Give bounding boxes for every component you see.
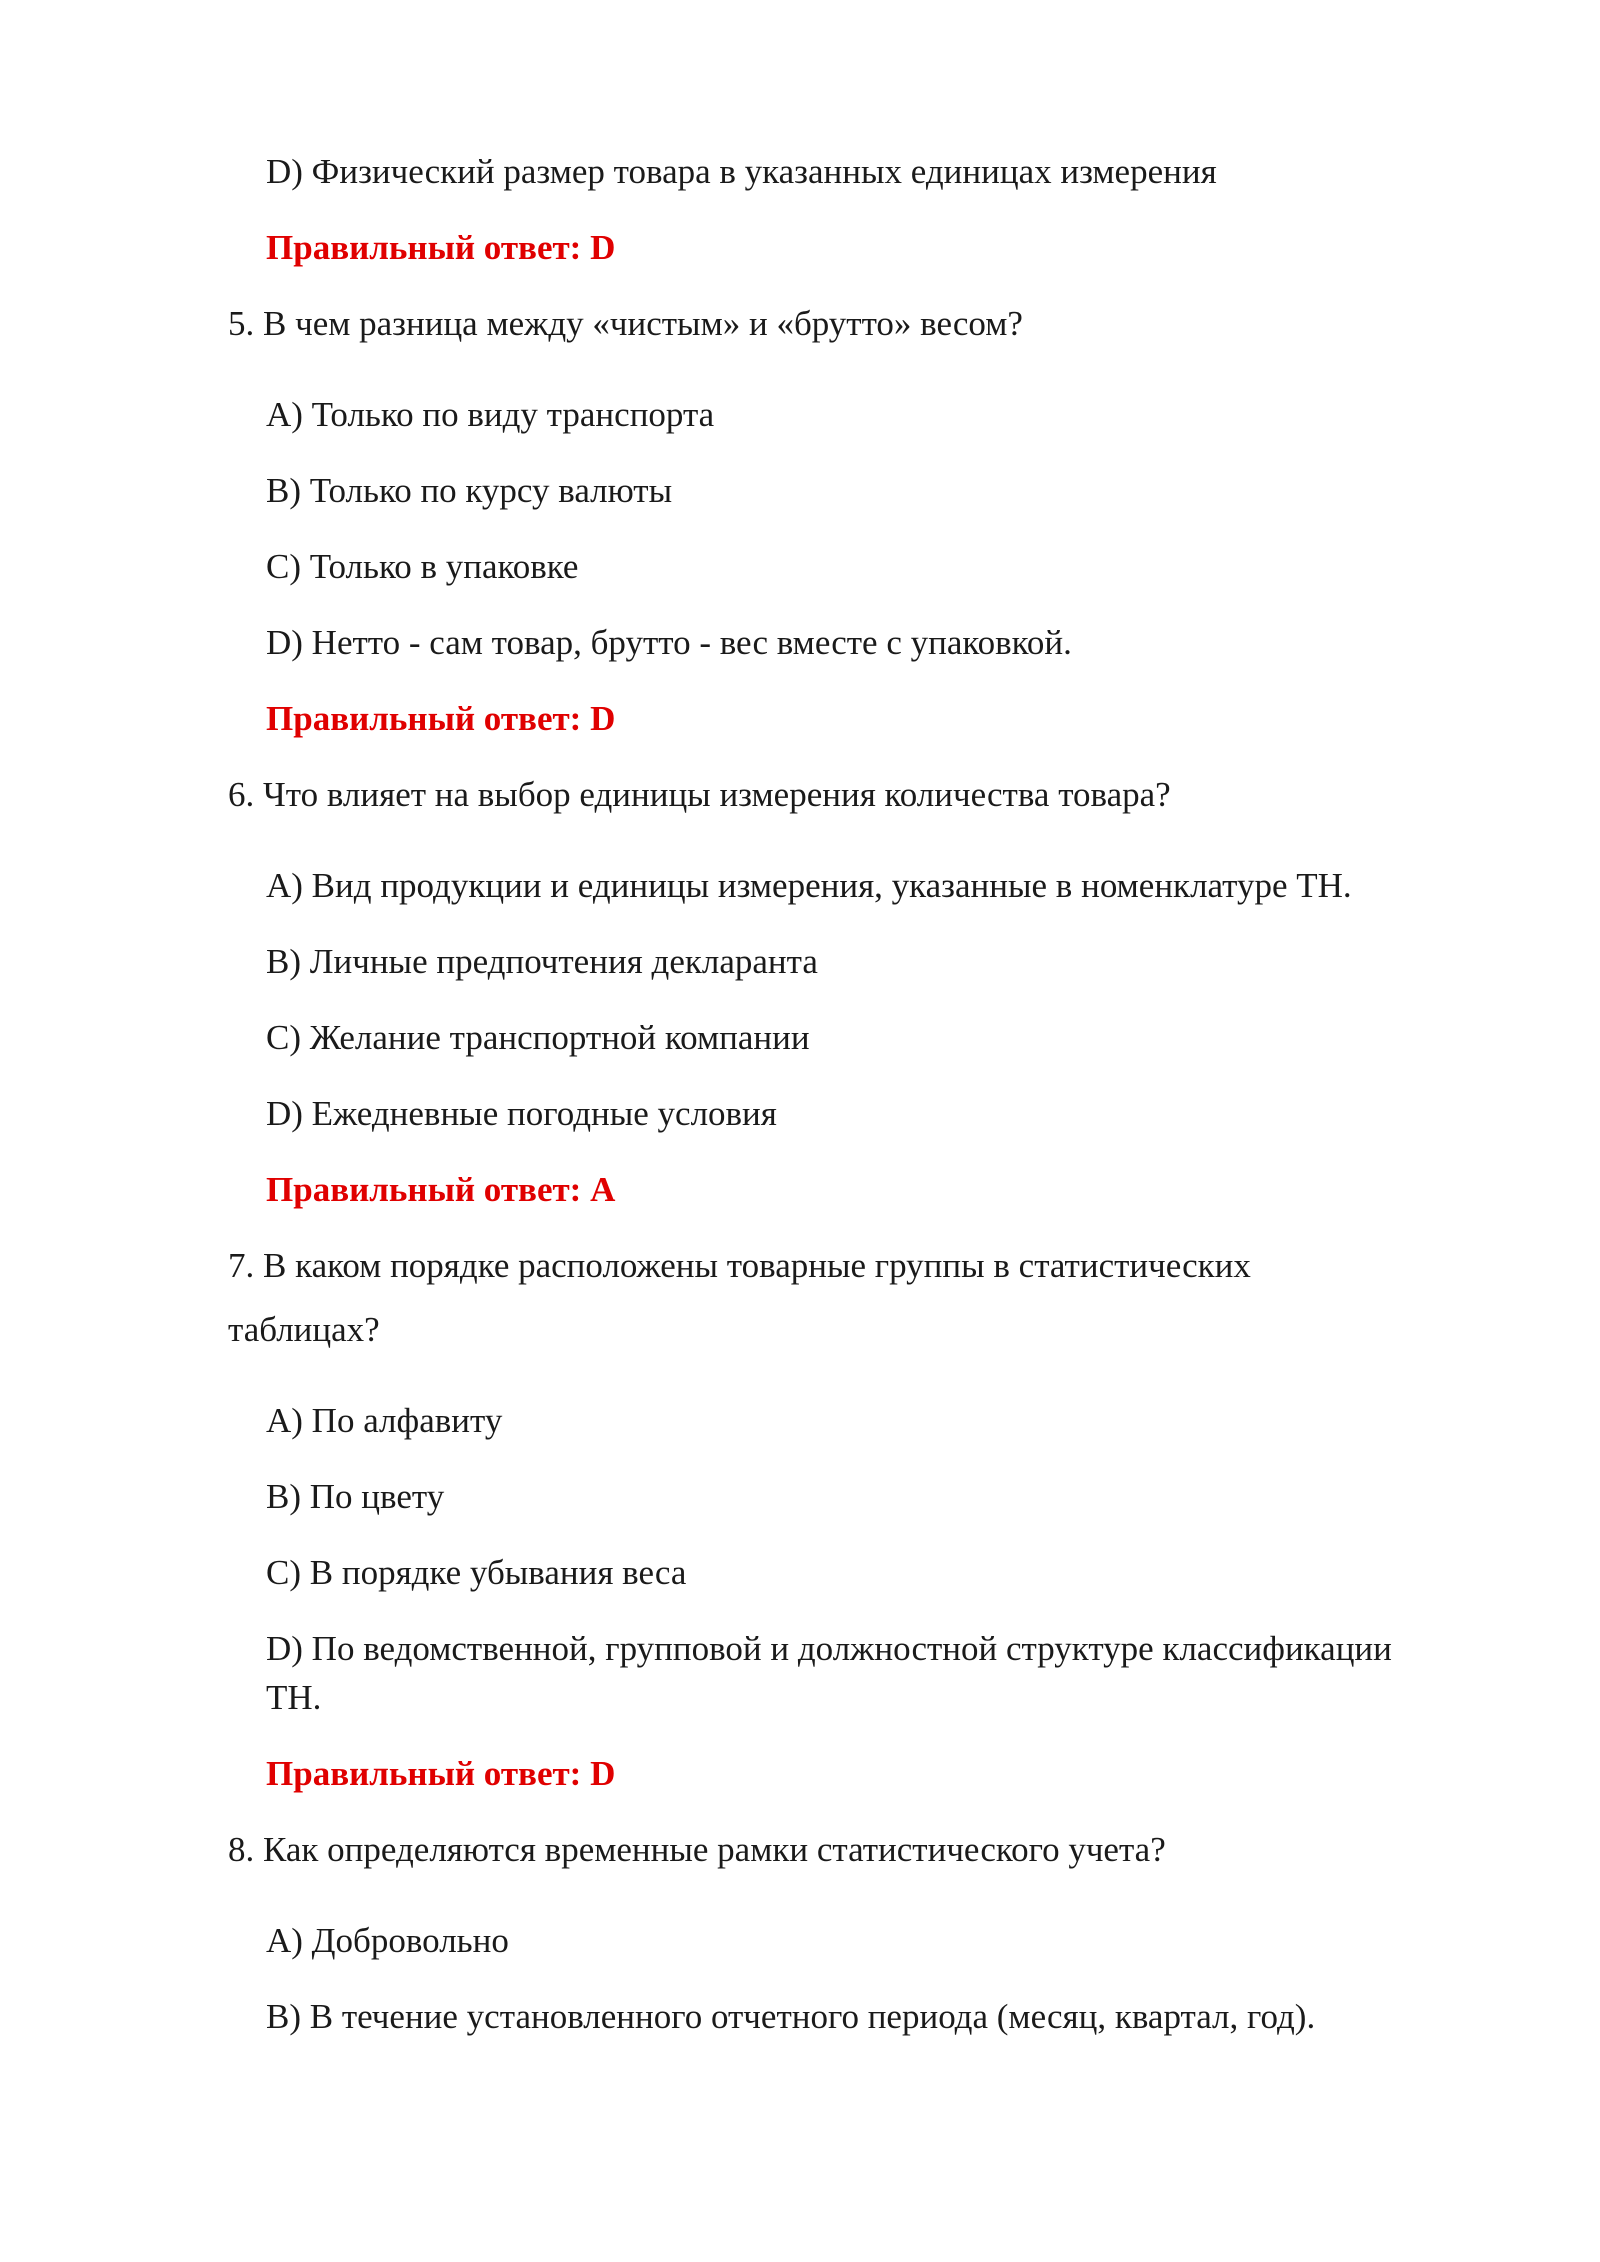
q6-correct-answer: Правильный ответ: A <box>266 1170 616 1209</box>
q7-question-line2: таблицах? <box>228 1310 380 1349</box>
q4-option-d: D) Физический размер товара в указанных единицах измерения <box>266 152 1217 191</box>
q7-correct-answer: Правильный ответ: D <box>266 1754 616 1793</box>
q8-option-a: A) Добровольно <box>266 1921 509 1960</box>
q6-question: 6. Что влияет на выбор единицы измерения количества товара? <box>228 775 1171 814</box>
q7-option-c: C) В порядке убывания веса <box>266 1553 687 1592</box>
q7-option-d-line1: D) По ведомственной, групповой и должностной структуре классификации <box>266 1629 1392 1668</box>
q7-question-line1: 7. В каком порядке расположены товарные группы в статистических <box>228 1246 1251 1285</box>
q5-option-c: C) Только в упаковке <box>266 547 579 586</box>
q8-question: 8. Как определяются временные рамки статистического учета? <box>228 1830 1166 1869</box>
q7-option-a: A) По алфавиту <box>266 1401 503 1440</box>
q5-option-a: A) Только по виду транспорта <box>266 395 715 434</box>
q4-correct-answer: Правильный ответ: D <box>266 228 616 267</box>
q5-option-d: D) Нетто - сам товар, брутто - вес вместе с упаковкой. <box>266 623 1072 662</box>
q5-option-b: B) Только по курсу валюты <box>266 471 673 510</box>
q7-option-d-line2: ТН. <box>266 1678 322 1717</box>
q5-question: 5. В чем разница между «чистым» и «брутто» весом? <box>228 304 1023 343</box>
q6-option-a: A) Вид продукции и единицы измерения, указанные в номенклатуре ТН. <box>266 866 1352 905</box>
q6-option-b: B) Личные предпочтения декларанта <box>266 942 818 981</box>
q6-option-d: D) Ежедневные погодные условия <box>266 1094 777 1133</box>
q5-correct-answer: Правильный ответ: D <box>266 699 616 738</box>
q7-option-b: B) По цвету <box>266 1477 445 1516</box>
q6-option-c: C) Желание транспортной компании <box>266 1018 810 1057</box>
q8-option-b: B) В течение установленного отчетного периода (месяц, квартал, год). <box>266 1997 1316 2036</box>
